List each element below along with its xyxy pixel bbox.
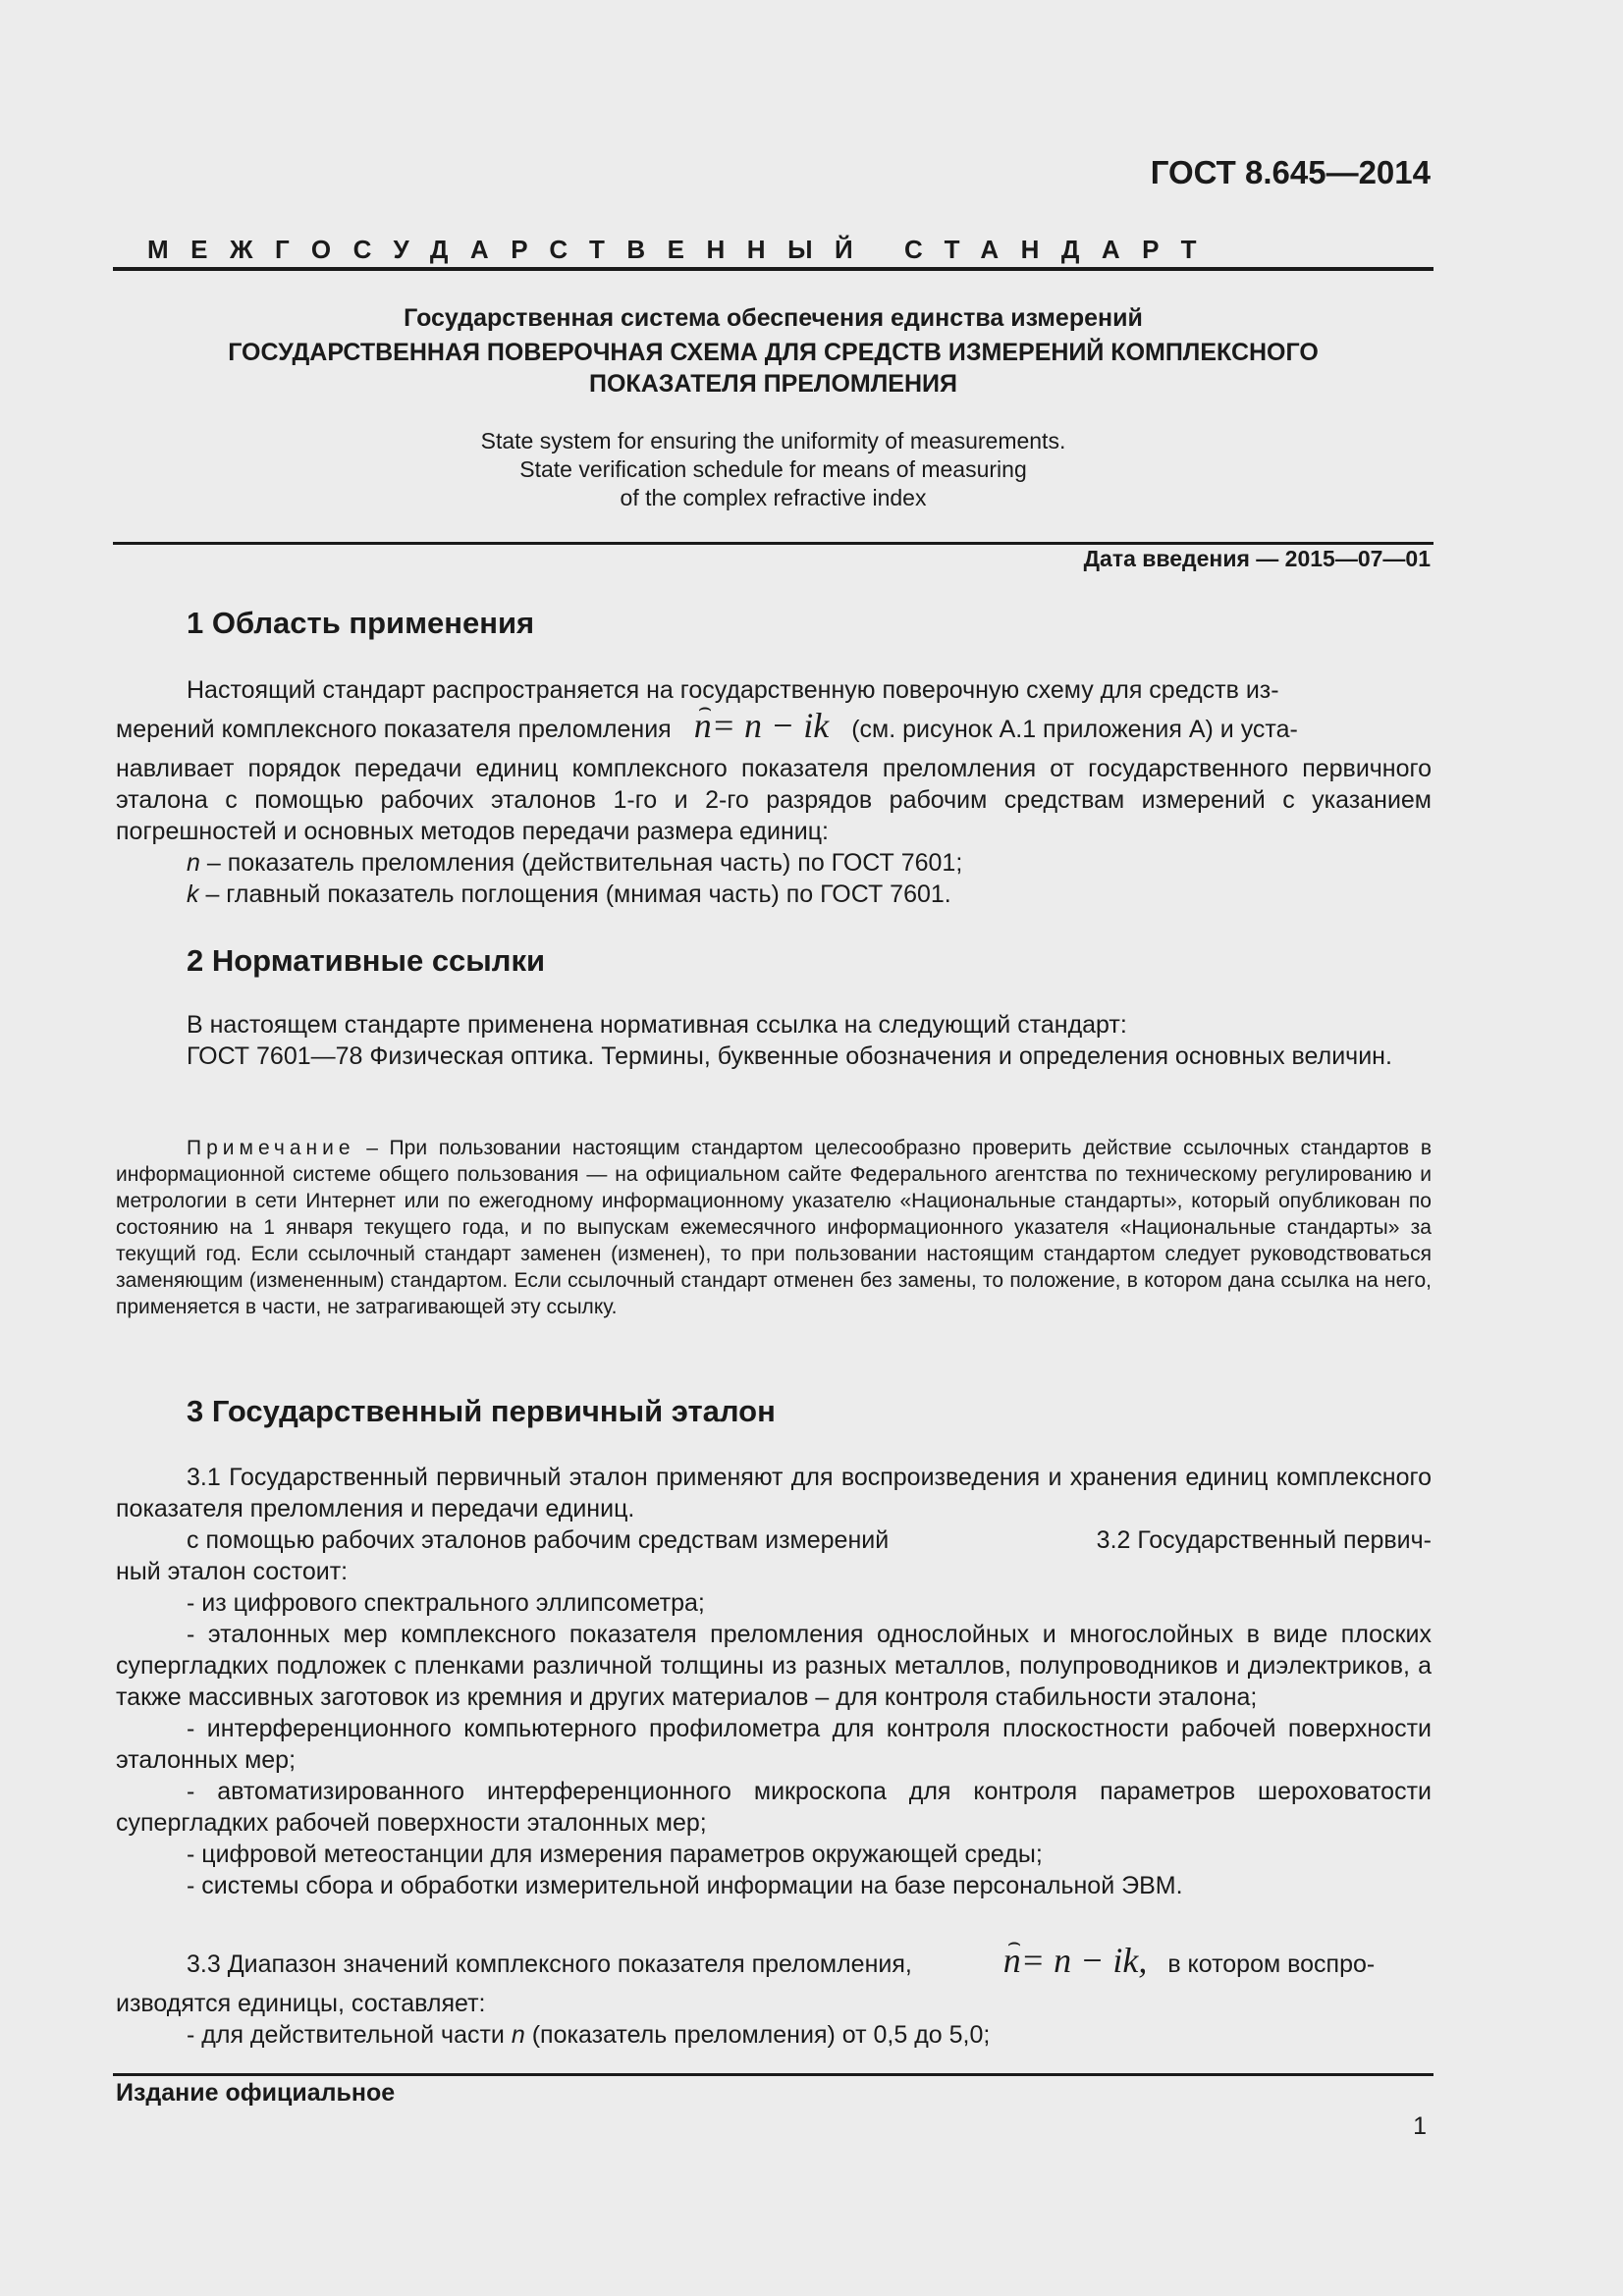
header-rule bbox=[113, 267, 1434, 271]
section-3-3-line2: изводятся единицы, составляет: bbox=[116, 1990, 486, 2017]
list-item: - из цифрового спектрального эллипсометра; bbox=[187, 1589, 705, 1617]
etalon-component-list bbox=[116, 1587, 1432, 1901]
section-3-3-item-pre: - для действительной части bbox=[187, 2021, 512, 2049]
section-3-1-continuation: с помощью рабочих эталонов рабочим средствам измерений bbox=[187, 1526, 890, 1554]
page-number: 1 bbox=[1413, 2112, 1427, 2140]
section-2-para-2: ГОСТ 7601—78 Физическая оптика. Термины, буквенные обозначения и определения основных величин. bbox=[187, 1042, 1392, 1070]
formula-n-hat: ⌢ n bbox=[694, 710, 712, 741]
section-3-3-item bbox=[187, 2019, 990, 2051]
edition-label: Издание официальное bbox=[116, 2079, 396, 2107]
introduction-date: Дата введения — 2015—07—01 bbox=[1083, 546, 1431, 571]
section-2-heading: 2 Нормативные ссылки bbox=[187, 943, 546, 978]
section-3-heading: 3 Государственный первичный эталон bbox=[187, 1394, 776, 1428]
title-ru-system: Государственная система обеспечения единства измерений bbox=[404, 304, 1143, 332]
formula-rest: = n − ik bbox=[711, 706, 830, 745]
list-item: - системы сбора и обработки измерительной информации на базе персональной ЭВМ. bbox=[187, 1872, 1183, 1899]
formula-n-hat-2: ⌢ n bbox=[933, 1945, 1021, 1976]
document-code: ГОСТ 8.645—2014 bbox=[1150, 154, 1431, 190]
section-2-note bbox=[116, 1135, 1432, 1320]
formula-rest-2: = n − ik, bbox=[1020, 1941, 1148, 1980]
formula-complex-index-2 bbox=[933, 1941, 1148, 1980]
formula-complex-index bbox=[694, 706, 830, 745]
title-ru-main-line2: ПОКАЗАТЕЛЯ ПРЕЛОМЛЕНИЯ bbox=[589, 370, 957, 398]
definition-k-symbol: k bbox=[187, 881, 199, 908]
section-3-2-rest: ный эталон состоит: bbox=[116, 1558, 349, 1585]
note-text: – При пользовании настоящим стандартом целесообразно проверить действие ссылочных стандартов в информационной системе общего пользования — на официальном сайте Федерального агентства по техническому регулированию и метрологии в сети Интернет или по ежегодному информационному указателю «Национальные стандарты», который опубликован по состоянию на 1 января текущего года, и по выпускам ежемесячного информационного указателя «Национальные стандарты» за текущий год. Если ссылочный стандарт заменен (изменен), то при пользовании настоящим стандартом следует руководствоваться заменяющим (измененным) стандартом. Если ссылочный стандарт отменен без замены, то положение, в котором дана ссылка на него, применяется в части, не затрагивающей эту ссылку. bbox=[116, 1137, 1432, 1318]
section-3-1-para: 3.1 Государственный первичный эталон применяют для воспроизведения и хранения единиц комплексного показателя преломления и передачи единиц. bbox=[116, 1464, 1432, 1522]
section-1-para-line1: Настоящий стандарт распространяется на государственную поверочную схему для средств из- bbox=[187, 676, 1279, 704]
title-en-line3: of the complex refractive index bbox=[620, 485, 927, 510]
title-ru-main bbox=[113, 337, 1434, 400]
section-1-para-line2 bbox=[116, 706, 1432, 745]
list-item: - эталонных мер комплексного показателя преломления однослойных и многослойных в виде плоских супергладких подложек с пленками различной толщины из разных металлов, полупроводников и диэлектриков, а также массивных заготовок из кремния и других материалов – для контроля стабильности эталона; bbox=[116, 1621, 1432, 1711]
definition-n bbox=[187, 847, 962, 879]
section-3-3-item-post: (показатель преломления) от 0,5 до 5,0; bbox=[524, 2021, 991, 2049]
title-ru-main-line1: ГОСУДАРСТВЕННАЯ ПОВЕРОЧНАЯ СХЕМА ДЛЯ СРЕДСТВ ИЗМЕРЕНИЙ КОМПЛЕКСНОГО bbox=[228, 339, 1319, 366]
section-1-heading: 1 Область применения bbox=[187, 606, 535, 640]
definition-k-text: – главный показатель поглощения (мнимая часть) по ГОСТ 7601. bbox=[198, 881, 951, 908]
list-item: - автоматизированного интерференционного микроскопа для контроля параметров шероховатости супергладких рабочей поверхности эталонных мер; bbox=[116, 1778, 1432, 1837]
title-en-line2: State verification schedule for means of measuring bbox=[519, 456, 1027, 482]
title-rule bbox=[113, 542, 1434, 545]
definition-k bbox=[187, 879, 951, 910]
list-item: - цифровой метеостанции для измерения параметров окружающей среды; bbox=[187, 1841, 1043, 1868]
section-3-3-item-symbol: n bbox=[511, 2021, 525, 2049]
footer-rule bbox=[113, 2073, 1434, 2076]
list-item: - интерференционного компьютерного профилометра для контроля плоскостности рабочей поверхности эталонных мер; bbox=[116, 1715, 1432, 1774]
standard-type: МЕЖГОСУДАРСТВЕННЫЙ СТАНДАРТ bbox=[147, 235, 1219, 264]
section-3-2-start: 3.2 Государственный первич- bbox=[1096, 1526, 1432, 1554]
title-en bbox=[113, 427, 1434, 512]
section-3-3-text: 3.3 Диапазон значений комплексного показателя преломления, bbox=[187, 1950, 912, 1978]
section-1-para-rest: навливает порядок передачи единиц комплексного показателя преломления от государственного первичного эталона с помощью рабочих эталонов 1-го и 2-го разрядов рабочим средствам измерений с указанием погрешностей и основных методов передачи размера единиц: bbox=[116, 755, 1432, 845]
section-2-para-1: В настоящем стандарте применена нормативная ссылка на следующий стандарт: bbox=[187, 1011, 1127, 1039]
section-3-3-line1 bbox=[116, 1941, 1432, 1980]
section-3-3-tail: в котором воспро- bbox=[1167, 1950, 1376, 1978]
definition-n-symbol: n bbox=[187, 849, 200, 877]
section-1-para-line2-tail: (см. рисунок А.1 приложения А) и уста- bbox=[851, 716, 1298, 743]
note-label: Примечание bbox=[187, 1137, 355, 1159]
definition-n-text: – показатель преломления (действительная часть) по ГОСТ 7601; bbox=[199, 849, 963, 877]
title-en-line1: State system for ensuring the uniformity of measurements. bbox=[480, 428, 1066, 454]
section-1-para-line2-text: мерений комплексного показателя преломления bbox=[116, 716, 672, 743]
